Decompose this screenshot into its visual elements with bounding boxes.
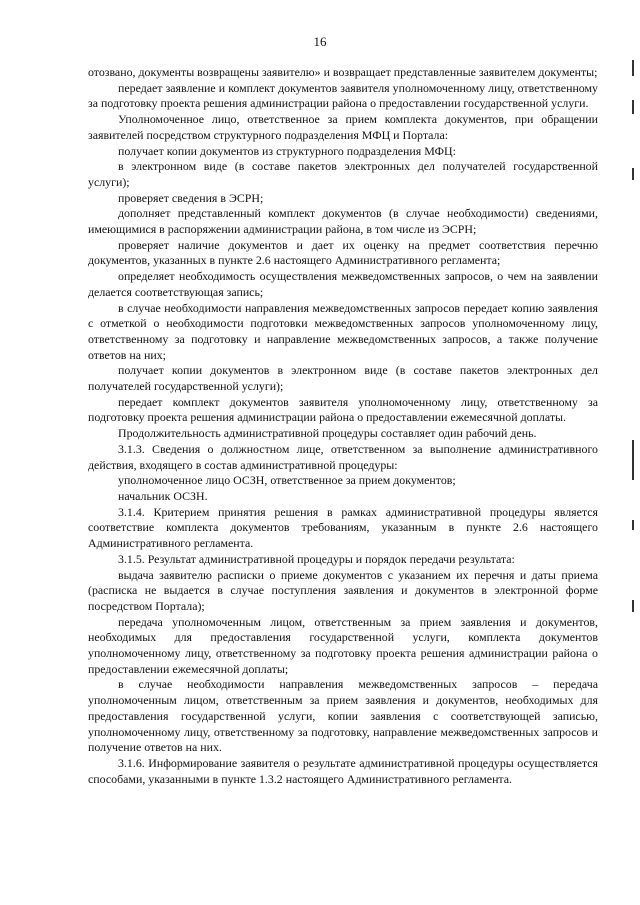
scan-margin-mark — [632, 168, 634, 180]
paragraph: 3.1.3. Сведения о должностном лице, ответственном за выполнение административного действия, входящего в состав административной процедуры: — [88, 441, 598, 472]
paragraph: в электронном виде (в составе пакетов электронных дел получателей государственной услуги); — [88, 159, 598, 189]
paragraph: Уполномоченное лицо, ответственное за прием комплекта документов, при обращении заявителей посредством структурного подразделения МФЦ и Портала: — [88, 112, 598, 142]
scan-margin-mark — [632, 100, 634, 114]
paragraph: получает копии документов в электронном виде (в составе пакетов электронных дел получателей государственной услуги); — [88, 363, 598, 394]
paragraph: Продолжительность административной процедуры составляет один рабочий день. — [118, 426, 537, 441]
paragraph: проверяет сведения в ЭСРН; — [118, 190, 264, 205]
paragraph: отозвано, документы возвращены заявителю» и возвращает представленные заявителем документы; — [88, 65, 598, 79]
paragraph: передача уполномоченным лицом, ответственным за прием заявления и документов, необходимых для предоставления государственной услуги, комплекта документов уполномоченному лицу, ответственному за подготовку проекта решения администрации района о предоставлении ежемесячной доплаты; — [88, 614, 598, 676]
paragraph: передает комплект документов заявителя уполномоченному лицу, ответственному за подготовку проекта решения администрации района о предоставлении ежемесячной доплаты. — [88, 394, 598, 425]
paragraph: получает копии документов из структурного подразделения МФЦ: — [118, 143, 456, 158]
paragraph: в случае необходимости направления межведомственных запросов – передача уполномоченным лицом, ответственным за прием заявления и документов, необходимых для предоставления государственной услуги, копии заявления с соответствующей записью, уполномоченному лицу, ответственному за подготовку, направление межведомственных запросов и получение ответов на них. — [88, 677, 598, 755]
scan-margin-mark — [632, 60, 634, 76]
paragraph: уполномоченное лицо ОСЗН, ответственное за прием документов; — [118, 473, 456, 488]
paragraph: 3.1.4. Критерием принятия решения в рамках административной процедуры является соответствие комплекта документов требованиям, указанным в пункте 2.6 настоящего Административного регламента. — [88, 504, 598, 551]
paragraph: 3.1.6. Информирование заявителя о результате административной процедуры осуществляется способами, указанными в пункте 1.3.2 настоящего Административного регламента. — [88, 755, 598, 786]
paragraph: начальник ОСЗН. — [118, 488, 208, 503]
scan-margin-mark — [632, 440, 634, 480]
paragraph: проверяет наличие документов и дает их оценку на предмет соответствия перечню документов, указанных в пункте 2.6 настоящего Административного регламента; — [88, 237, 598, 268]
paragraph: дополняет представленный комплект документов (в случае необходимости) сведениями, имеющимися в распоряжении администрации района, в том числе из ЭСРН; — [88, 206, 598, 237]
paragraph: определяет необходимость осуществления межведомственных запросов, о чем на заявлении делается соответствующая запись; — [88, 269, 598, 299]
scan-margin-mark — [632, 520, 634, 530]
page-number: 16 — [313, 34, 327, 49]
paragraph: 3.1.5. Результат административной процедуры и порядок передачи результата: — [118, 551, 515, 566]
paragraph: в случае необходимости направления межведомственных запросов передает копию заявления с отметкой о необходимости подготовки межведомственных запросов уполномоченному лицу, ответственному за подготовку и направление межведомственных запросов, а также получение ответов на них; — [88, 300, 598, 362]
paragraph: выдача заявителю расписки о приеме документов с указанием их перечня и даты приема (расписка не выдается в случае поступления заявления и документов в электронной форме посредством Портала); — [88, 567, 598, 613]
scan-margin-mark — [632, 600, 634, 612]
paragraph: передает заявление и комплект документов заявителя уполномоченному лицу, ответственному за подготовку проекта решения администрации района о предоставлении государственной услуги. — [88, 80, 598, 111]
document-body — [88, 65, 598, 787]
